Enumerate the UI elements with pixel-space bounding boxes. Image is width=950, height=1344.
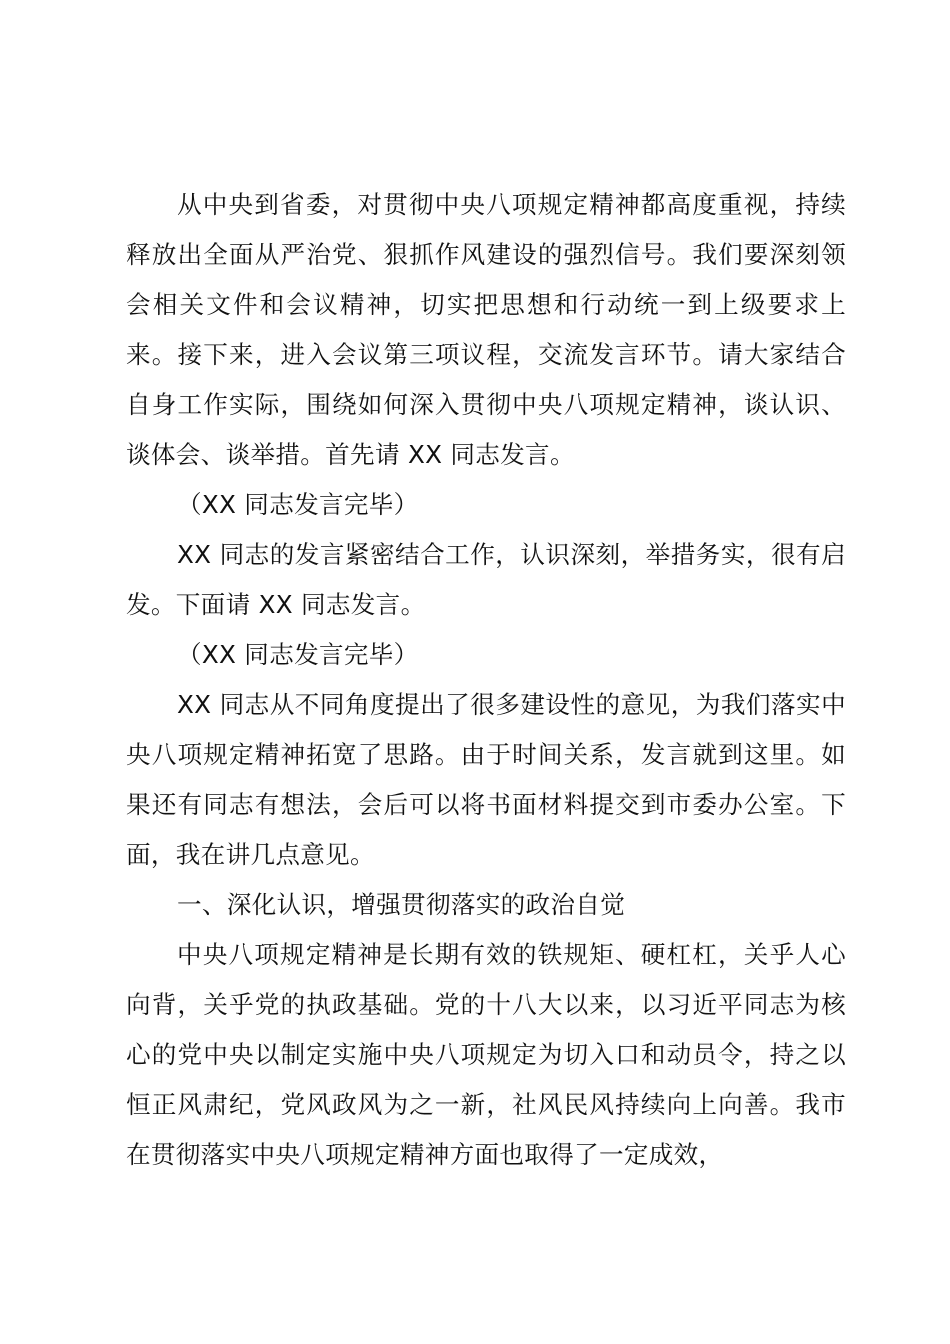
paragraph-section-1-body: 中央八项规定精神是长期有效的铁规矩、硬杠杠，关乎人心向背，关乎党的执政基础。党的十八大以来，以习近平同志为核心的党中央以制定实施中央八项规定为切入口和动员令，持之以恒正风肃纪，党风政风为之一新，社风民风持续向上向善。我市在贯彻落实中央八项规定精神方面也取得了一定成效，: [126, 940, 846, 1169]
paragraph-comment-2: XX 同志从不同角度提出了很多建设性的意见，为我们落实中央八项规定精神拓宽了思路。由于时间关系，发言就到这里。如果还有同志有想法，会后可以将书面材料提交到市委办公室。下面，我在讲几点意见。: [126, 690, 846, 869]
paragraph-comment-1: XX 同志的发言紧密结合工作，认识深刻，举措务实，很有启发。下面请 XX 同志发言。: [126, 540, 846, 619]
paragraph-speech-finished-1: （XX 同志发言完毕）: [177, 490, 419, 519]
document-body: [126, 180, 846, 1180]
paragraph-speech-finished-2: （XX 同志发言完毕）: [177, 640, 419, 669]
section-heading-1: 一、深化认识，增强贯彻落实的政治自觉: [177, 890, 626, 919]
paragraph-opening: 从中央到省委，对贯彻中央八项规定精神都高度重视，持续释放出全面从严治党、狠抓作风建设的强烈信号。我们要深刻领会相关文件和会议精神，切实把思想和行动统一到上级要求上来。接下来，进入会议第三项议程，交流发言环节。请大家结合自身工作实际，围绕如何深入贯彻中央八项规定精神，谈认识、谈体会、谈举措。首先请 XX 同志发言。: [126, 190, 846, 469]
